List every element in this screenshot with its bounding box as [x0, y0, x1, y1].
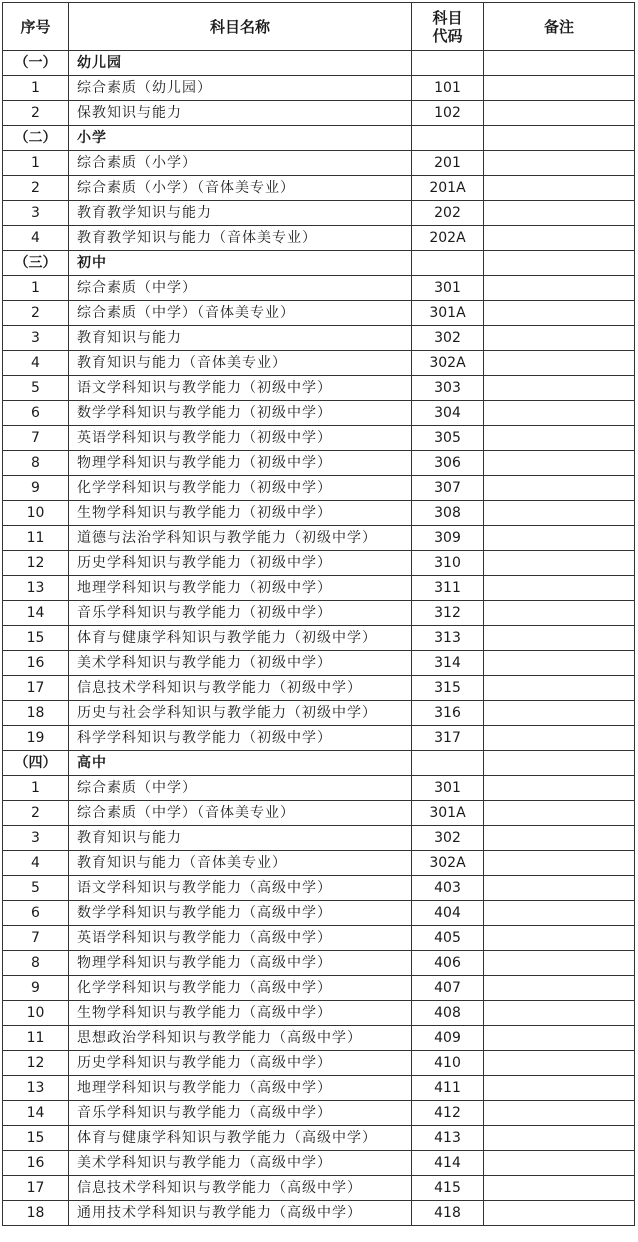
- row-remark: [484, 526, 635, 551]
- table-row: [3, 601, 635, 626]
- row-subject-name: 综合素质（中学）（音体美专业）: [69, 301, 412, 326]
- row-remark: [484, 1051, 635, 1076]
- row-no: 14: [3, 601, 69, 626]
- row-no: 2: [3, 101, 69, 126]
- table-row: [3, 1076, 635, 1101]
- row-no: 19: [3, 726, 69, 751]
- row-remark: [484, 1176, 635, 1201]
- row-remark: [484, 676, 635, 701]
- section-remark-cell: [484, 126, 635, 151]
- row-subject-name: 地理学科知识与教学能力（初级中学）: [69, 576, 412, 601]
- table-row: [3, 1026, 635, 1051]
- row-subject-name: 综合素质（小学）（音体美专业）: [69, 176, 412, 201]
- row-subject-code: 201: [412, 151, 484, 176]
- section-code-cell: [412, 251, 484, 276]
- row-subject-code: 302: [412, 326, 484, 351]
- table-row: [3, 451, 635, 476]
- row-subject-code: 304: [412, 401, 484, 426]
- row-no: 7: [3, 426, 69, 451]
- row-subject-code: 314: [412, 651, 484, 676]
- row-remark: [484, 401, 635, 426]
- table-row: [3, 1051, 635, 1076]
- section-remark-cell: [484, 751, 635, 776]
- row-subject-code: 316: [412, 701, 484, 726]
- row-subject-name: 综合素质（中学）: [69, 276, 412, 301]
- header-name: 科目名称: [69, 3, 412, 51]
- row-remark: [484, 226, 635, 251]
- section-remark-cell: [484, 51, 635, 76]
- row-no: 2: [3, 801, 69, 826]
- row-subject-code: 411: [412, 1076, 484, 1101]
- table-row: [3, 351, 635, 376]
- table-header-row: [3, 3, 635, 51]
- row-remark: [484, 876, 635, 901]
- header-code-line1: 科目: [432, 8, 463, 27]
- row-no: 16: [3, 651, 69, 676]
- row-remark: [484, 76, 635, 101]
- row-subject-name: 综合素质（幼儿园）: [69, 76, 412, 101]
- row-subject-name: 思想政治学科知识与教学能力（高级中学）: [69, 1026, 412, 1051]
- section-name: 高中: [69, 751, 412, 776]
- row-subject-code: 306: [412, 451, 484, 476]
- row-no: 6: [3, 401, 69, 426]
- table-row: [3, 526, 635, 551]
- table-row: [3, 176, 635, 201]
- row-no: 1: [3, 276, 69, 301]
- row-subject-name: 教育知识与能力: [69, 826, 412, 851]
- row-subject-code: 307: [412, 476, 484, 501]
- row-remark: [484, 201, 635, 226]
- row-subject-code: 101: [412, 76, 484, 101]
- row-remark: [484, 626, 635, 651]
- table-row: [3, 401, 635, 426]
- row-subject-name: 历史学科知识与教学能力（高级中学）: [69, 1051, 412, 1076]
- row-subject-name: 生物学科知识与教学能力（高级中学）: [69, 1001, 412, 1026]
- row-subject-name: 生物学科知识与教学能力（初级中学）: [69, 501, 412, 526]
- row-remark: [484, 1076, 635, 1101]
- row-subject-name: 通用技术学科知识与教学能力（高级中学）: [69, 1201, 412, 1226]
- section-remark-cell: [484, 251, 635, 276]
- row-remark: [484, 376, 635, 401]
- table-row: [3, 951, 635, 976]
- row-no: 12: [3, 551, 69, 576]
- row-subject-name: 语文学科知识与教学能力（初级中学）: [69, 376, 412, 401]
- row-no: 12: [3, 1051, 69, 1076]
- row-subject-name: 数学学科知识与教学能力（初级中学）: [69, 401, 412, 426]
- table-row: [3, 1151, 635, 1176]
- row-subject-name: 科学学科知识与教学能力（初级中学）: [69, 726, 412, 751]
- section-row: [3, 251, 635, 276]
- row-subject-name: 美术学科知识与教学能力（初级中学）: [69, 651, 412, 676]
- subject-table: [2, 2, 635, 1226]
- row-subject-code: 418: [412, 1201, 484, 1226]
- table-row: [3, 926, 635, 951]
- row-subject-code: 310: [412, 551, 484, 576]
- row-subject-code: 413: [412, 1126, 484, 1151]
- row-subject-name: 历史学科知识与教学能力（初级中学）: [69, 551, 412, 576]
- row-subject-name: 数学学科知识与教学能力（高级中学）: [69, 901, 412, 926]
- row-no: 2: [3, 176, 69, 201]
- row-no: 7: [3, 926, 69, 951]
- row-no: 1: [3, 76, 69, 101]
- row-subject-name: 地理学科知识与教学能力（高级中学）: [69, 1076, 412, 1101]
- table-row: [3, 276, 635, 301]
- row-subject-name: 音乐学科知识与教学能力（高级中学）: [69, 1101, 412, 1126]
- section-name: 小学: [69, 126, 412, 151]
- row-subject-name: 英语学科知识与教学能力（初级中学）: [69, 426, 412, 451]
- row-remark: [484, 476, 635, 501]
- row-no: 5: [3, 376, 69, 401]
- row-remark: [484, 976, 635, 1001]
- section-no: （三）: [3, 251, 69, 276]
- table-row: [3, 476, 635, 501]
- table-row: [3, 1001, 635, 1026]
- row-subject-name: 美术学科知识与教学能力（高级中学）: [69, 1151, 412, 1176]
- row-remark: [484, 1026, 635, 1051]
- row-remark: [484, 501, 635, 526]
- row-subject-code: 414: [412, 1151, 484, 1176]
- row-subject-name: 综合素质（中学）: [69, 776, 412, 801]
- row-subject-code: 102: [412, 101, 484, 126]
- row-subject-code: 404: [412, 901, 484, 926]
- section-row: [3, 751, 635, 776]
- row-remark: [484, 951, 635, 976]
- row-subject-code: 311: [412, 576, 484, 601]
- row-no: 3: [3, 201, 69, 226]
- row-no: 17: [3, 1176, 69, 1201]
- row-remark: [484, 1001, 635, 1026]
- row-no: 3: [3, 826, 69, 851]
- row-no: 5: [3, 876, 69, 901]
- table-row: [3, 901, 635, 926]
- table-row: [3, 626, 635, 651]
- row-no: 6: [3, 901, 69, 926]
- row-subject-name: 教育教学知识与能力: [69, 201, 412, 226]
- row-subject-code: 301A: [412, 301, 484, 326]
- section-name: 幼儿园: [69, 51, 412, 76]
- row-subject-code: 301: [412, 776, 484, 801]
- table-row: [3, 826, 635, 851]
- row-subject-code: 409: [412, 1026, 484, 1051]
- table-row: [3, 676, 635, 701]
- row-subject-name: 综合素质（小学）: [69, 151, 412, 176]
- row-no: 4: [3, 851, 69, 876]
- row-remark: [484, 851, 635, 876]
- row-remark: [484, 301, 635, 326]
- row-no: 18: [3, 1201, 69, 1226]
- table-row: [3, 851, 635, 876]
- table-row: [3, 726, 635, 751]
- table-row: [3, 151, 635, 176]
- row-no: 10: [3, 501, 69, 526]
- row-subject-code: 312: [412, 601, 484, 626]
- row-no: 8: [3, 451, 69, 476]
- row-remark: [484, 801, 635, 826]
- row-subject-name: 信息技术学科知识与教学能力（初级中学）: [69, 676, 412, 701]
- row-no: 4: [3, 226, 69, 251]
- section-name: 初中: [69, 251, 412, 276]
- row-subject-name: 化学学科知识与教学能力（高级中学）: [69, 976, 412, 1001]
- row-subject-code: 302A: [412, 851, 484, 876]
- row-no: 15: [3, 626, 69, 651]
- row-subject-name: 体育与健康学科知识与教学能力（初级中学）: [69, 626, 412, 651]
- row-subject-code: 302A: [412, 351, 484, 376]
- table-row: [3, 101, 635, 126]
- row-remark: [484, 1201, 635, 1226]
- table-row: [3, 551, 635, 576]
- row-no: 13: [3, 1076, 69, 1101]
- section-no: （四）: [3, 751, 69, 776]
- section-code-cell: [412, 126, 484, 151]
- row-subject-code: 308: [412, 501, 484, 526]
- row-subject-name: 历史与社会学科知识与教学能力（初级中学）: [69, 701, 412, 726]
- row-remark: [484, 826, 635, 851]
- row-subject-code: 405: [412, 926, 484, 951]
- row-subject-code: 309: [412, 526, 484, 551]
- row-subject-name: 教育知识与能力: [69, 326, 412, 351]
- row-subject-name: 信息技术学科知识与教学能力（高级中学）: [69, 1176, 412, 1201]
- row-subject-name: 语文学科知识与教学能力（高级中学）: [69, 876, 412, 901]
- row-subject-name: 英语学科知识与教学能力（高级中学）: [69, 926, 412, 951]
- row-no: 14: [3, 1101, 69, 1126]
- row-remark: [484, 1151, 635, 1176]
- row-remark: [484, 151, 635, 176]
- row-no: 9: [3, 976, 69, 1001]
- header-no: 序号: [3, 3, 69, 51]
- row-subject-code: 301A: [412, 801, 484, 826]
- row-no: 17: [3, 676, 69, 701]
- row-subject-code: 406: [412, 951, 484, 976]
- table-row: [3, 226, 635, 251]
- row-no: 15: [3, 1126, 69, 1151]
- row-subject-code: 313: [412, 626, 484, 651]
- row-no: 1: [3, 776, 69, 801]
- row-subject-name: 保教知识与能力: [69, 101, 412, 126]
- table-row: [3, 201, 635, 226]
- table-row: [3, 326, 635, 351]
- row-subject-name: 化学学科知识与教学能力（初级中学）: [69, 476, 412, 501]
- table-row: [3, 876, 635, 901]
- table-row: [3, 651, 635, 676]
- table-row: [3, 1101, 635, 1126]
- row-remark: [484, 176, 635, 201]
- header-code-line2: 代码: [432, 26, 463, 45]
- row-remark: [484, 651, 635, 676]
- row-subject-name: 物理学科知识与教学能力（高级中学）: [69, 951, 412, 976]
- row-remark: [484, 551, 635, 576]
- row-no: 16: [3, 1151, 69, 1176]
- table-row: [3, 801, 635, 826]
- row-subject-code: 412: [412, 1101, 484, 1126]
- table-row: [3, 1126, 635, 1151]
- row-no: 3: [3, 326, 69, 351]
- row-remark: [484, 426, 635, 451]
- row-remark: [484, 701, 635, 726]
- row-no: 11: [3, 1026, 69, 1051]
- section-no: （二）: [3, 126, 69, 151]
- section-row: [3, 51, 635, 76]
- row-remark: [484, 926, 635, 951]
- table-row: [3, 1176, 635, 1201]
- row-remark: [484, 1101, 635, 1126]
- row-remark: [484, 576, 635, 601]
- row-subject-code: 407: [412, 976, 484, 1001]
- row-subject-code: 301: [412, 276, 484, 301]
- row-subject-code: 303: [412, 376, 484, 401]
- section-no: （一）: [3, 51, 69, 76]
- row-no: 10: [3, 1001, 69, 1026]
- row-no: 9: [3, 476, 69, 501]
- row-subject-code: 201A: [412, 176, 484, 201]
- row-subject-code: 317: [412, 726, 484, 751]
- row-remark: [484, 351, 635, 376]
- table-row: [3, 576, 635, 601]
- table-row: [3, 1201, 635, 1226]
- row-remark: [484, 901, 635, 926]
- row-subject-code: 403: [412, 876, 484, 901]
- row-no: 8: [3, 951, 69, 976]
- row-subject-code: 305: [412, 426, 484, 451]
- row-subject-name: 综合素质（中学）（音体美专业）: [69, 801, 412, 826]
- row-subject-code: 408: [412, 1001, 484, 1026]
- table-body: [3, 51, 635, 1226]
- row-subject-code: 202: [412, 201, 484, 226]
- row-subject-code: 410: [412, 1051, 484, 1076]
- row-subject-name: 道德与法治学科知识与教学能力（初级中学）: [69, 526, 412, 551]
- table-row: [3, 776, 635, 801]
- row-remark: [484, 601, 635, 626]
- row-subject-code: 415: [412, 1176, 484, 1201]
- row-no: 2: [3, 301, 69, 326]
- table-row: [3, 976, 635, 1001]
- row-remark: [484, 776, 635, 801]
- row-remark: [484, 1126, 635, 1151]
- row-subject-name: 教育知识与能力（音体美专业）: [69, 851, 412, 876]
- row-subject-name: 音乐学科知识与教学能力（初级中学）: [69, 601, 412, 626]
- table-row: [3, 376, 635, 401]
- row-no: 4: [3, 351, 69, 376]
- row-subject-code: 302: [412, 826, 484, 851]
- row-subject-name: 教育教学知识与能力（音体美专业）: [69, 226, 412, 251]
- row-remark: [484, 726, 635, 751]
- row-no: 1: [3, 151, 69, 176]
- row-subject-name: 教育知识与能力（音体美专业）: [69, 351, 412, 376]
- row-subject-code: 202A: [412, 226, 484, 251]
- row-remark: [484, 451, 635, 476]
- table-row: [3, 501, 635, 526]
- section-code-cell: [412, 51, 484, 76]
- row-subject-name: 物理学科知识与教学能力（初级中学）: [69, 451, 412, 476]
- row-remark: [484, 326, 635, 351]
- header-code: [412, 3, 484, 51]
- row-remark: [484, 276, 635, 301]
- row-remark: [484, 101, 635, 126]
- table-row: [3, 426, 635, 451]
- row-no: 13: [3, 576, 69, 601]
- header-remark: 备注: [484, 3, 635, 51]
- table-row: [3, 76, 635, 101]
- table-row: [3, 701, 635, 726]
- section-row: [3, 126, 635, 151]
- section-code-cell: [412, 751, 484, 776]
- row-subject-name: 体育与健康学科知识与教学能力（高级中学）: [69, 1126, 412, 1151]
- row-subject-code: 315: [412, 676, 484, 701]
- row-no: 18: [3, 701, 69, 726]
- row-no: 11: [3, 526, 69, 551]
- table-row: [3, 301, 635, 326]
